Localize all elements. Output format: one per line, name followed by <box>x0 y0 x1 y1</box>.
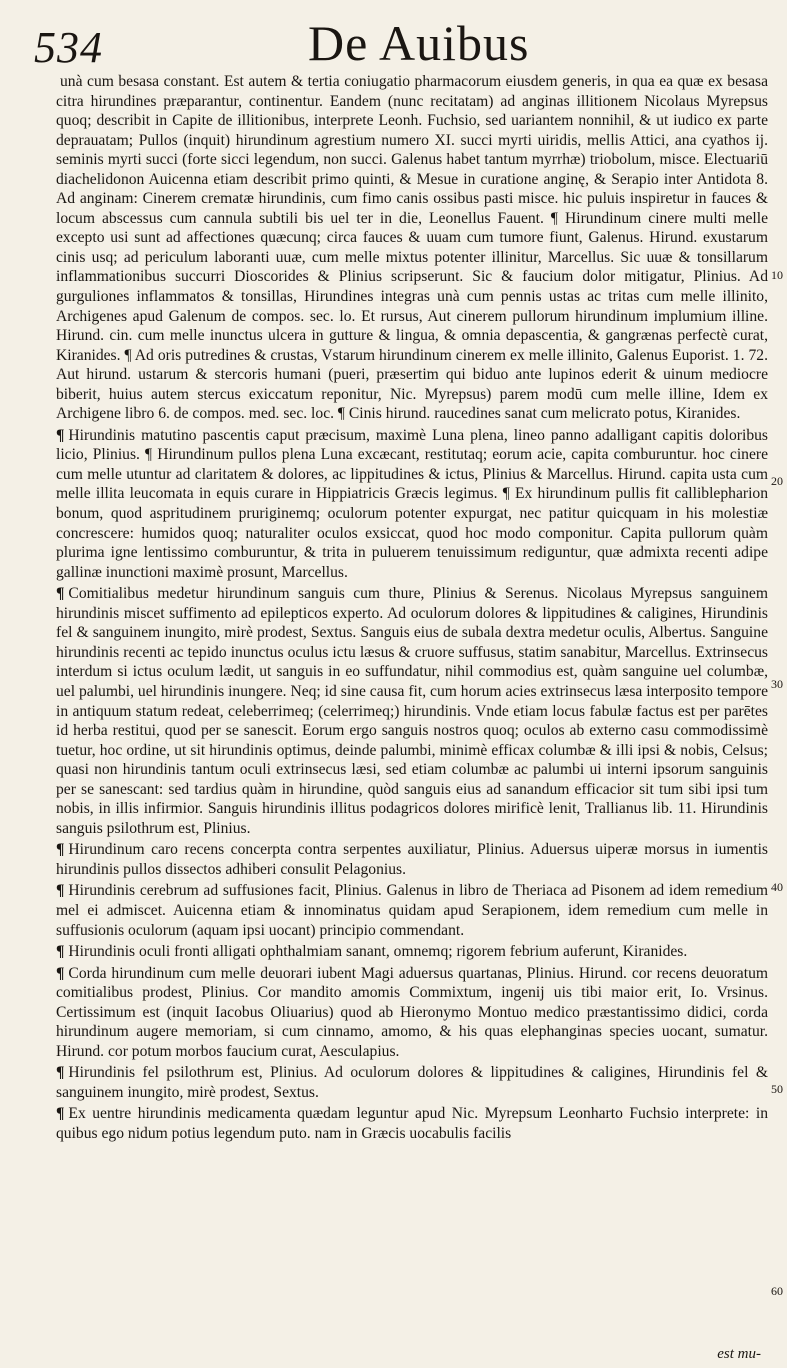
paragraph-text: Hirundinis matutino pascentis caput præcisum, maximè Luna plena, lineo panno adalligant capitis doloribus licio, Plinius. ¶ Hirundinum pullos plena Luna excæcant, restitutaq; eorum acie, capita comburuntur. hoc cinere cum melle utuntur ad claritatem & dolores, ac lippitudines & ictus, Plinius & Marcellus. Hirund. capita usta cum melle illita leucomata in equis curare in Hippiatricis Græcis legimus. ¶ Ex hirundinum pullis fit calliblepharion bonum, quod aspritudinem pruriginemq; oculorum potenter expurgat, nec patitur quicquam in his molestiæ concrescere: humidos quoq; naturaliter oculos exsiccat, quod hoc modo componitur. Capita pullorum quàm plurima igne lentissimo comburuntur, & trita in puluerem tenuissimum rediguntur, quæ admixta recenti adipe gallinæ inunctioni maximè prosunt, Marcellus. <box>56 426 768 581</box>
paragraph-text: Hirundinis cerebrum ad suffusiones facit, Plinius. Galenus in libro de Theriaca ad Pisonem ad idem remedium mel ei admiscet. Auicenna etiam & innominatus quidam apud Serapionem, idem remedium cum melle in suffusionis oculorum (aquam ipsi uocant) principio commendant. <box>56 882 768 939</box>
pilcrow-mark: ¶ <box>56 1064 65 1082</box>
paragraph <box>56 1104 768 1143</box>
body-text <box>56 72 768 1146</box>
pilcrow-mark: ¶ <box>56 1105 65 1123</box>
paragraph <box>56 942 768 962</box>
paragraph-text: Ex uentre hirundinis medicamenta quædam leguntur apud Nic. Myrepsum Leonharto Fuchsio interprete: in quibus ego nidum potius legendum puto. nam in Græcis uocabulis facilis <box>56 1105 768 1142</box>
margin-line-numbers <box>765 0 783 1368</box>
pilcrow-mark: ¶ <box>56 585 65 603</box>
paragraph <box>56 584 768 838</box>
margin-line-number: 60 <box>771 1284 783 1298</box>
pilcrow-mark: ¶ <box>56 964 65 982</box>
margin-line-number: 20 <box>771 474 783 488</box>
paragraph-text: Comitialibus medetur hirundinum sanguis cum thure, Plinius & Serenus. Nicolaus Myrepsus sanguinem hirundinis miscet suffimento ad epilepticos experto. Ad oculorum dolores & lippitudines & caligines, Hirundinis fel & sanguinem inungito, mirè prodest, Sextus. Sanguis eius de subala dextra medetur oculis, Albertus. Sanguine hirundinis recenti ac tepido inunctus oculus ictu læsus & cruore suffusus, statim sanabitur, Marcellus. Extrinsecus interdum si ictus oculum lædit, ut sanguis in eo suffundatur, nihil commodius est, quàm sanguine uel columbæ, uel palumbi, uel hirundinis inungere. Neq; id sine causa fit, cum horum acies extrinsecus læsa interposito tempore in antiquum statum redeat, celeberrimeq; (celerrimeq;) hirundinis. Vnde etiam locus fabulæ factus est per parētes id herba restitui, quod per se sanescit. Eorum ergo sanguis nostros quoq; oculos ab externo casu commodissimè tuetur, hoc ordine, ut sit hirundinis optimus, deinde palumbi, minimè efficax columbæ & illi ipsi & nobis, Celsus; quasi non hirundinis tantum oculi extrinsecus læsi, sed etiam columbæ ac palumbi ui interni ipsorum sanguinis per se sanescant: sed tardius quàm in hirundine, quòd sanguis eius ad sanandum efficacior sit tum sibi ipsi tum nobis, in illis infirmior. Sanguis hirundinis illitus podagricos dolores mirificè lenit, Trallianus lib. 11. Hirundinis sanguis psilothrum est, Plinius. <box>56 585 768 837</box>
paragraph-text: Hirundinis fel psilothrum est, Plinius. Ad oculorum dolores & lippitudines & caligines, Hirundinis fel & sanguinem inungito, mirè prodest, Sextus. <box>56 1064 768 1101</box>
paragraph-text: Hirundinis oculi fronti alligati ophthalmiam sanant, omnemq; rigorem febrium auferunt, Kiranides. <box>68 943 688 961</box>
paragraph <box>56 840 768 879</box>
running-title: De Auibus <box>308 15 530 71</box>
pilcrow-mark: ¶ <box>56 882 65 900</box>
page-number: 534 <box>34 23 103 72</box>
pilcrow-mark: ¶ <box>56 426 65 444</box>
paragraph-text: Hirundinum caro recens concerpta contra serpentes auxiliatur, Plinius. Aduersus uiperæ morsus in iumentis hirundinis pullos dissectos adhiberi consulit Pelagonius. <box>56 841 768 878</box>
margin-line-number: 40 <box>771 880 783 894</box>
pilcrow-mark: ¶ <box>56 943 65 961</box>
paragraph <box>56 964 768 1062</box>
page-header <box>0 8 787 74</box>
margin-line-number: 30 <box>771 677 783 691</box>
paragraph <box>56 72 768 424</box>
paragraph <box>56 881 768 940</box>
margin-line-number: 10 <box>771 268 783 282</box>
catchword: est mu- <box>717 1346 761 1362</box>
paragraph <box>56 426 768 582</box>
pilcrow-mark: ¶ <box>56 841 65 859</box>
paragraph-text: unà cum besasa constant. Est autem & tertia coniugatio pharmacorum eiusdem generis, in qua ea quæ ex besasa citra hirundines præparantur, continentur. Eandem (nunc recitatam) ad anginas illitionem Nicolaus Myrepsus quoq; describit in Capite de illitionibus, interprete Leonh. Fuchsio, sed uariantem nonnihil, & ut iudico ex parte deprauatam; Pullos (inquit) hirundinum agrestium numero XI. succi myrti uiridis, mellis Attici, ana cyathos ij. seminis myrti succi (forte sicci legendum, non succi. Galenus habet tantum myrrhæ) triobolum, misce. Electuariū diachelidonon Auicenna etiam describit primo quinti, & Mesue in curatione anginę, & Serapio inter Antidota 8. Ad anginam: Cinerem crematæ hirundinis, cum fimo canis ossibus pasti misce. hic puluis inspiretur in fauces & locum abscessus cum cannula subtili bis uel ter in die, Leonellus Fauent. ¶ Hirundinum cinere multi melle excepto usi sunt ad affectiones quæcunq; circa fauces & uuam cum tumore fiunt, Galenus. Hirund. exustarum cinis usq; ad periculum laboranti uuæ, cum melle mixtus potenter illinitur, Marcellus. Sic uuæ & tonsillarum inflammationibus succurri Dioscorides & Plinius scripserunt. Sic & faucium dolor mitigatur, Plinius. Ad gurguliones inflammatos & tonsillas, Hirundines integras unà cum pennis ustas ac tritas cum melle illinito, Archigenes apud Galenum de compos. sec. lo. Et rursus, Aut cinerem pullorum hirundinum implumium illine. Hirund. cin. cum melle inunctus ulcera in gutture & lingua, & omnia depascentia, & gangrænas perfectè curat, Kiranides. ¶ Ad oris putredines & crustas, Vstarum hirundinum cinerem ex melle illinito, Galenus Euporist. 1. 72. Aut hirund. ustarum & stercoris humani (pueri, præsertim qui biduo ante lupinos ederit & uinum mediocre biberit, huius autem stercus exiccatum reponitur, Nic. Myrepsus) parem modū cum melle illine, Idem ex Archigene libro 6. de compos. med. sec. loc. ¶ Cinis hirund. raucedines sanat cum melicrato potus, Kiranides. <box>56 73 768 423</box>
margin-line-number: 50 <box>771 1082 783 1096</box>
paragraph-text: Corda hirundinum cum melle deuorari iubent Magi aduersus quartanas, Plinius. Hirund. cor recens deuoratum comitialibus prodest, Plinius. Cor mandito amomis Commixtum, ingenij uis tibi maior erit, Io. Vrsinus. Certissimum est (inquit Iacobus Oliuarius) quod ab Hieronymo Montuo medico præstantissimo didici, corda hirundinum augere memoriam, si cum cinnamo, amomo, & his quas elephanginas species uocant, sumatur. Hirund. cor potum morbos faucium curat, Aesculapius. <box>56 964 768 1060</box>
paragraph <box>56 1063 768 1102</box>
